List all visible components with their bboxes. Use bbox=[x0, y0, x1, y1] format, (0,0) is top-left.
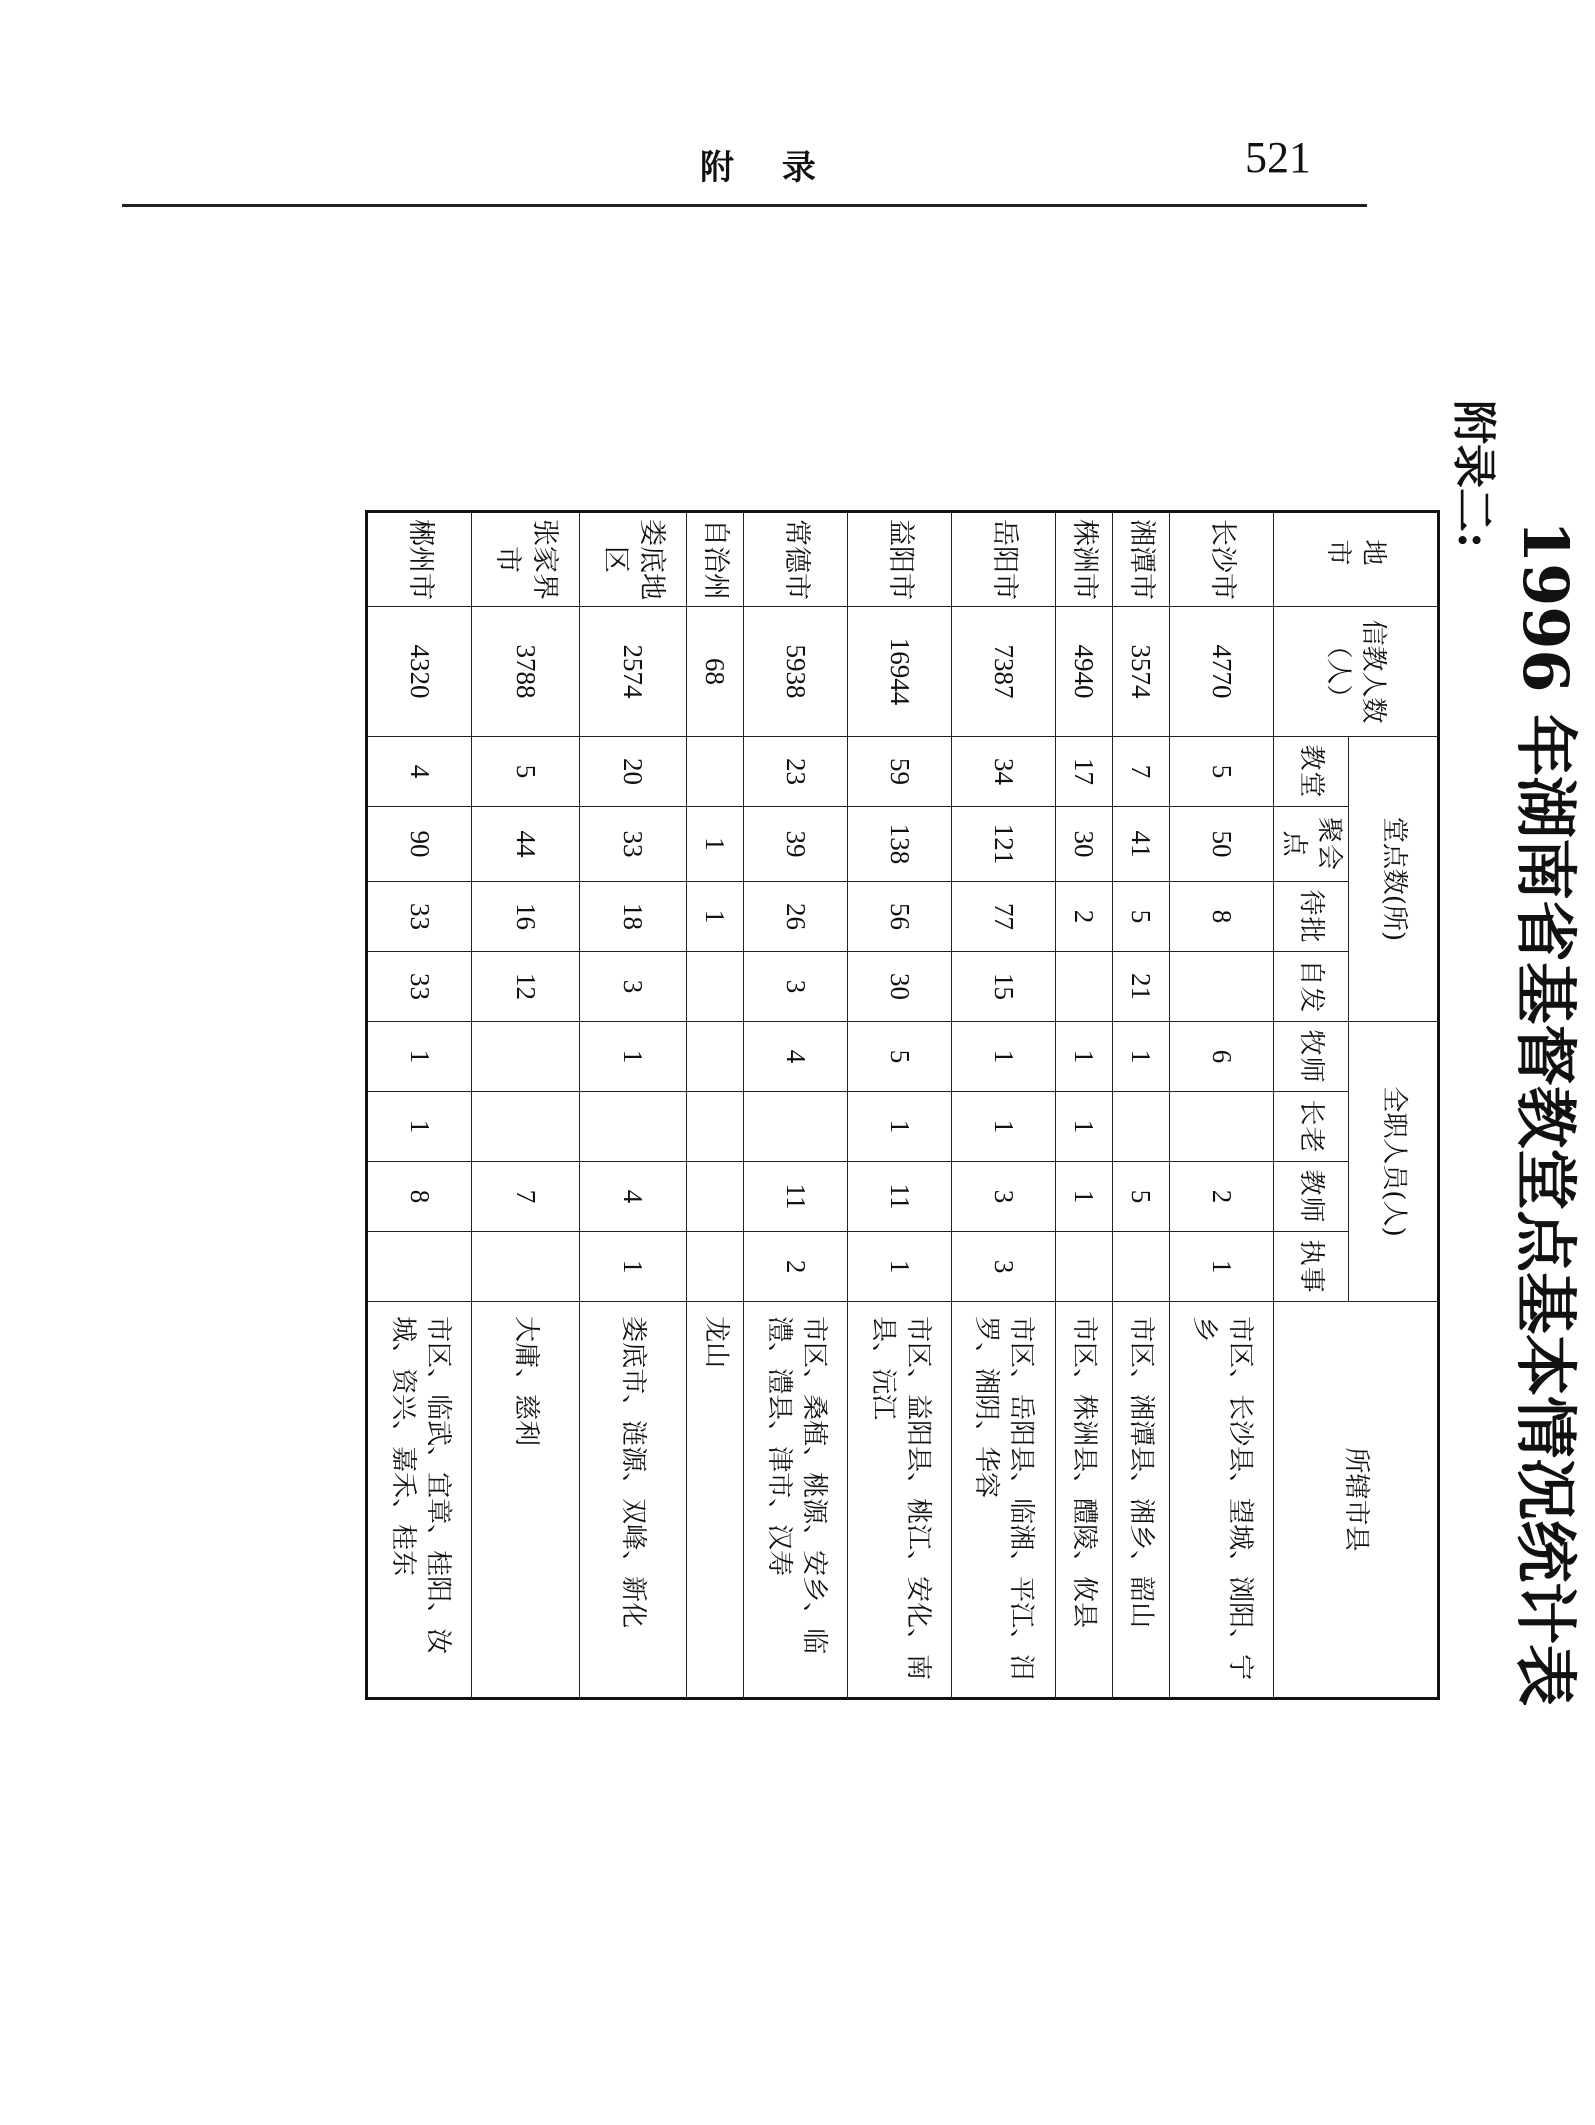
page-number: 521 bbox=[1245, 133, 1311, 182]
cell-elder bbox=[1112, 1092, 1169, 1162]
cell-believers: 3788 bbox=[472, 607, 579, 737]
cell-deacon bbox=[687, 1232, 744, 1302]
cell-deacon: 1 bbox=[848, 1232, 952, 1302]
cell-pastor: 1 bbox=[1055, 1022, 1112, 1092]
cell-deacon bbox=[1112, 1232, 1169, 1302]
cell-teacher: 2 bbox=[1170, 1162, 1274, 1232]
cell-self: 3 bbox=[579, 952, 686, 1022]
cell-self bbox=[687, 952, 744, 1022]
cell-deacon: 1 bbox=[579, 1232, 686, 1302]
table-row bbox=[1112, 512, 1169, 1699]
cell-elder: 1 bbox=[367, 1092, 472, 1162]
cell-elder bbox=[472, 1092, 579, 1162]
col-header-city: 地 市 bbox=[1273, 512, 1438, 607]
cell-elder: 1 bbox=[1055, 1092, 1112, 1162]
cell-teacher: 8 bbox=[367, 1162, 472, 1232]
cell-meeting: 44 bbox=[472, 807, 579, 882]
cell-pastor: 1 bbox=[579, 1022, 686, 1092]
col-header-staff: 全职人员(人) bbox=[1349, 1022, 1439, 1302]
statistics-table bbox=[365, 510, 1440, 1700]
cell-pastor: 4 bbox=[744, 1022, 848, 1092]
cell-city: 湘潭市 bbox=[1112, 512, 1169, 607]
cell-pending: 5 bbox=[1112, 882, 1169, 952]
cell-teacher bbox=[687, 1162, 744, 1232]
cell-believers: 4940 bbox=[1055, 607, 1112, 737]
cell-teacher: 11 bbox=[848, 1162, 952, 1232]
page-header-title: 附 录 bbox=[700, 148, 834, 188]
cell-meeting: 41 bbox=[1112, 807, 1169, 882]
cell-meeting: 121 bbox=[951, 807, 1055, 882]
rotated-table-block bbox=[387, 380, 1582, 1880]
cell-deacon: 1 bbox=[1170, 1232, 1274, 1302]
cell-pastor: 1 bbox=[951, 1022, 1055, 1092]
cell-city: 益阳市 bbox=[848, 512, 952, 607]
cell-self: 30 bbox=[848, 952, 952, 1022]
cell-church: 5 bbox=[1170, 737, 1274, 807]
cell-deacon: 2 bbox=[744, 1232, 848, 1302]
cell-deacon bbox=[1055, 1232, 1112, 1302]
cell-believers: 3574 bbox=[1112, 607, 1169, 737]
cell-counties: 市区、长沙县、望城、浏阳、宁乡 bbox=[1170, 1302, 1274, 1699]
cell-meeting: 1 bbox=[687, 807, 744, 882]
sub-header-meeting: 聚会点 bbox=[1273, 807, 1348, 882]
cell-self: 15 bbox=[951, 952, 1055, 1022]
cell-city: 张家界市 bbox=[472, 512, 579, 607]
cell-pastor: 5 bbox=[848, 1022, 952, 1092]
cell-believers: 68 bbox=[687, 607, 744, 737]
cell-teacher: 7 bbox=[472, 1162, 579, 1232]
sub-header-teacher: 教师 bbox=[1273, 1162, 1348, 1232]
cell-counties: 娄底市、涟源、双峰、新化 bbox=[579, 1302, 686, 1699]
cell-self: 33 bbox=[367, 952, 472, 1022]
cell-counties: 市区、岳阳县、临湘、平江、汨罗、湘阴、华容 bbox=[951, 1302, 1055, 1699]
cell-church: 59 bbox=[848, 737, 952, 807]
header-rule bbox=[122, 204, 1367, 207]
table-row bbox=[472, 512, 579, 1699]
table-row bbox=[744, 512, 848, 1699]
cell-deacon: 3 bbox=[951, 1232, 1055, 1302]
cell-pending: 77 bbox=[951, 882, 1055, 952]
cell-elder bbox=[579, 1092, 686, 1162]
appendix-label: 附录二: bbox=[1448, 400, 1499, 549]
cell-believers: 7387 bbox=[951, 607, 1055, 737]
cell-pastor: 6 bbox=[1170, 1022, 1274, 1092]
cell-church: 4 bbox=[367, 737, 472, 807]
cell-believers: 4770 bbox=[1170, 607, 1274, 737]
cell-church: 34 bbox=[951, 737, 1055, 807]
cell-meeting: 90 bbox=[367, 807, 472, 882]
cell-pending: 26 bbox=[744, 882, 848, 952]
cell-elder bbox=[687, 1092, 744, 1162]
cell-self: 3 bbox=[744, 952, 848, 1022]
table-row bbox=[848, 512, 952, 1699]
cell-elder bbox=[1170, 1092, 1274, 1162]
sub-header-self: 自发 bbox=[1273, 952, 1348, 1022]
cell-believers: 4320 bbox=[367, 607, 472, 737]
cell-teacher: 11 bbox=[744, 1162, 848, 1232]
cell-teacher: 3 bbox=[951, 1162, 1055, 1232]
cell-counties: 市区、湘潭县、湘乡、韶山 bbox=[1112, 1302, 1169, 1699]
cell-church: 7 bbox=[1112, 737, 1169, 807]
cell-teacher: 1 bbox=[1055, 1162, 1112, 1232]
cell-meeting: 138 bbox=[848, 807, 952, 882]
cell-counties: 市区、株洲县、醴陵、攸县 bbox=[1055, 1302, 1112, 1699]
cell-believers: 2574 bbox=[579, 607, 686, 737]
cell-teacher: 5 bbox=[1112, 1162, 1169, 1232]
cell-believers: 5938 bbox=[744, 607, 848, 737]
cell-counties: 市区、桑植、桃源、安乡、临澧、澧县、津市、汉寿 bbox=[744, 1302, 848, 1699]
table-row bbox=[951, 512, 1055, 1699]
cell-pastor bbox=[687, 1022, 744, 1092]
cell-pending: 18 bbox=[579, 882, 686, 952]
cell-church: 5 bbox=[472, 737, 579, 807]
cell-self: 12 bbox=[472, 952, 579, 1022]
cell-deacon bbox=[472, 1232, 579, 1302]
cell-pending: 2 bbox=[1055, 882, 1112, 952]
cell-self: 21 bbox=[1112, 952, 1169, 1022]
cell-pending: 1 bbox=[687, 882, 744, 952]
cell-pastor bbox=[472, 1022, 579, 1092]
table-row bbox=[367, 512, 472, 1699]
cell-pending: 16 bbox=[472, 882, 579, 952]
cell-church: 20 bbox=[579, 737, 686, 807]
col-header-sites: 堂点数(所) bbox=[1349, 737, 1439, 1022]
col-header-counties: 所辖市县 bbox=[1273, 1302, 1438, 1699]
cell-counties: 龙山 bbox=[687, 1302, 744, 1699]
cell-city: 常德市 bbox=[744, 512, 848, 607]
cell-pending: 33 bbox=[367, 882, 472, 952]
cell-pending: 56 bbox=[848, 882, 952, 952]
cell-meeting: 33 bbox=[579, 807, 686, 882]
cell-city: 长沙市 bbox=[1170, 512, 1274, 607]
table-row bbox=[579, 512, 686, 1699]
sub-header-elder: 长老 bbox=[1273, 1092, 1348, 1162]
cell-city: 岳阳市 bbox=[951, 512, 1055, 607]
cell-counties: 大庸、慈利 bbox=[472, 1302, 579, 1699]
col-header-believers: 信教人数（人） bbox=[1273, 607, 1438, 737]
cell-pastor: 1 bbox=[367, 1022, 472, 1092]
sub-header-church: 教堂 bbox=[1273, 737, 1348, 807]
cell-believers: 16944 bbox=[848, 607, 952, 737]
cell-meeting: 50 bbox=[1170, 807, 1274, 882]
cell-elder: 1 bbox=[951, 1092, 1055, 1162]
cell-meeting: 30 bbox=[1055, 807, 1112, 882]
cell-elder: 1 bbox=[848, 1092, 952, 1162]
sub-header-pending: 待批 bbox=[1273, 882, 1348, 952]
cell-church: 17 bbox=[1055, 737, 1112, 807]
cell-deacon bbox=[367, 1232, 472, 1302]
table-row bbox=[1055, 512, 1112, 1699]
table-row bbox=[687, 512, 744, 1699]
cell-pending: 8 bbox=[1170, 882, 1274, 952]
cell-self bbox=[1055, 952, 1112, 1022]
cell-elder bbox=[744, 1092, 848, 1162]
cell-city: 株洲市 bbox=[1055, 512, 1112, 607]
cell-church bbox=[687, 737, 744, 807]
cell-city: 自治州 bbox=[687, 512, 744, 607]
sub-header-pastor: 牧师 bbox=[1273, 1022, 1348, 1092]
table-row bbox=[1170, 512, 1274, 1699]
cell-counties: 市区、临武、宜章、桂阳、汝城、资兴、嘉禾、桂东 bbox=[367, 1302, 472, 1699]
cell-church: 23 bbox=[744, 737, 848, 807]
cell-meeting: 39 bbox=[744, 807, 848, 882]
cell-pastor: 1 bbox=[1112, 1022, 1169, 1092]
cell-counties: 市区、益阳县、桃江、安化、南县、沅江 bbox=[848, 1302, 952, 1699]
cell-city: 娄底地区 bbox=[579, 512, 686, 607]
cell-teacher: 4 bbox=[579, 1162, 686, 1232]
cell-self bbox=[1170, 952, 1274, 1022]
sub-header-deacon: 执事 bbox=[1273, 1232, 1348, 1302]
cell-city: 郴州市 bbox=[367, 512, 472, 607]
table-title: 1996 年湖南省基督教堂点基本情况统计表 bbox=[1509, 520, 1582, 1707]
